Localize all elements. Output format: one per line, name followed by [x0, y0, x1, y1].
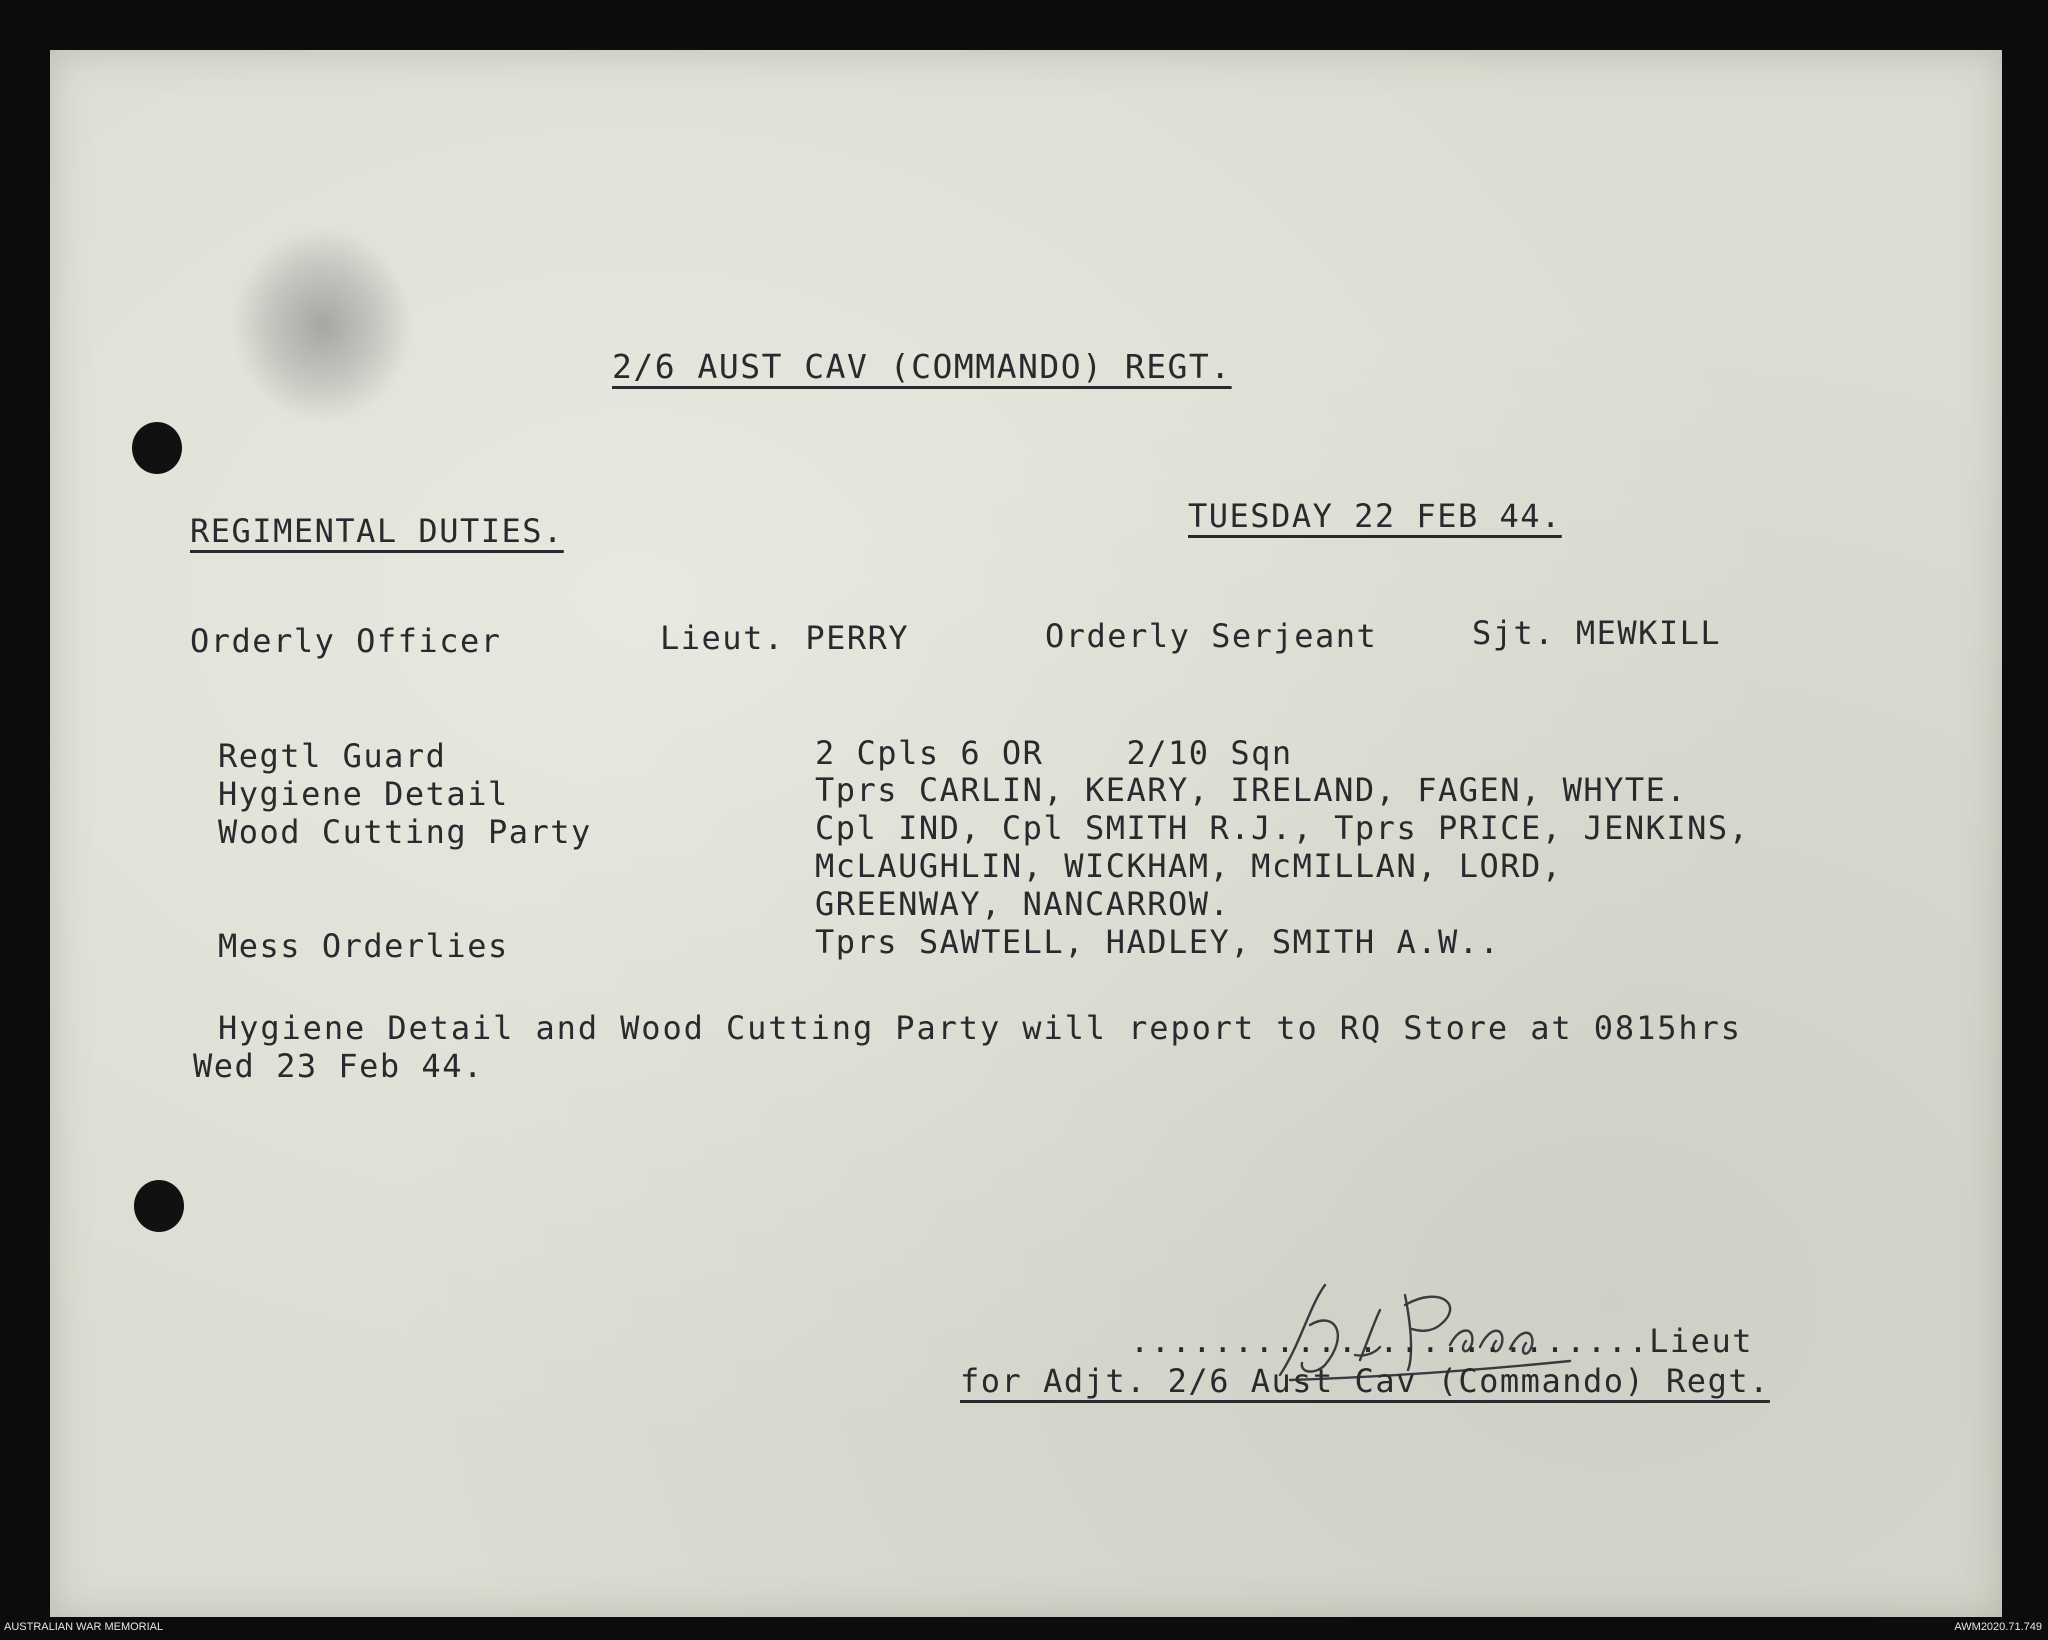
duty-value-wood-cutting-2: McLAUGHLIN, WICKHAM, McMILLAN, LORD, — [815, 847, 1563, 885]
orderly-officer-value: Lieut. PERRY — [660, 619, 910, 657]
ink-smudge — [235, 230, 410, 420]
signature-dots-line: .........................Lieut — [1130, 1322, 1753, 1360]
duty-label-hygiene-detail: Hygiene Detail — [218, 775, 509, 813]
duty-label-wood-cutting: Wood Cutting Party — [218, 813, 592, 851]
duty-date: TUESDAY 22 FEB 44. — [1188, 497, 1562, 535]
report-note-line1: Hygiene Detail and Wood Cutting Party will report to RQ Store at 0815hrs — [218, 1009, 1742, 1047]
duty-value-wood-cutting-3: GREENWAY, NANCARROW. — [815, 885, 1231, 923]
section-title: REGIMENTAL DUTIES. — [190, 512, 564, 550]
orderly-serjeant-value: Sjt. MEWKILL — [1472, 614, 1722, 652]
footer-institution: AUSTRALIAN WAR MEMORIAL — [4, 1621, 164, 1633]
footer-accession: AWM2020.71.749 — [1954, 1621, 2042, 1633]
duty-label-mess-orderlies: Mess Orderlies — [218, 927, 509, 965]
punch-hole-bottom — [134, 1180, 184, 1232]
duty-value-regtl-guard: 2 Cpls 6 OR 2/10 Sqn — [815, 734, 1293, 772]
document-heading: 2/6 AUST CAV (COMMANDO) REGT. — [612, 347, 1232, 386]
signature-for-line: for Adjt. 2/6 Aust Cav (Commando) Regt. — [960, 1362, 1770, 1400]
paper-sheet — [50, 50, 2002, 1617]
duty-value-mess-orderlies: Tprs SAWTELL, HADLEY, SMITH A.W.. — [815, 923, 1501, 961]
duty-value-hygiene-detail: Tprs CARLIN, KEARY, IRELAND, FAGEN, WHYTE. — [815, 771, 1688, 809]
duty-label-regtl-guard: Regtl Guard — [218, 737, 447, 775]
orderly-officer-label: Orderly Officer — [190, 622, 502, 660]
duty-value-wood-cutting-1: Cpl IND, Cpl SMITH R.J., Tprs PRICE, JENKINS, — [815, 809, 1750, 847]
orderly-serjeant-label: Orderly Serjeant — [1045, 617, 1378, 655]
punch-hole-top — [132, 422, 182, 474]
report-note-line2: Wed 23 Feb 44. — [193, 1047, 484, 1085]
